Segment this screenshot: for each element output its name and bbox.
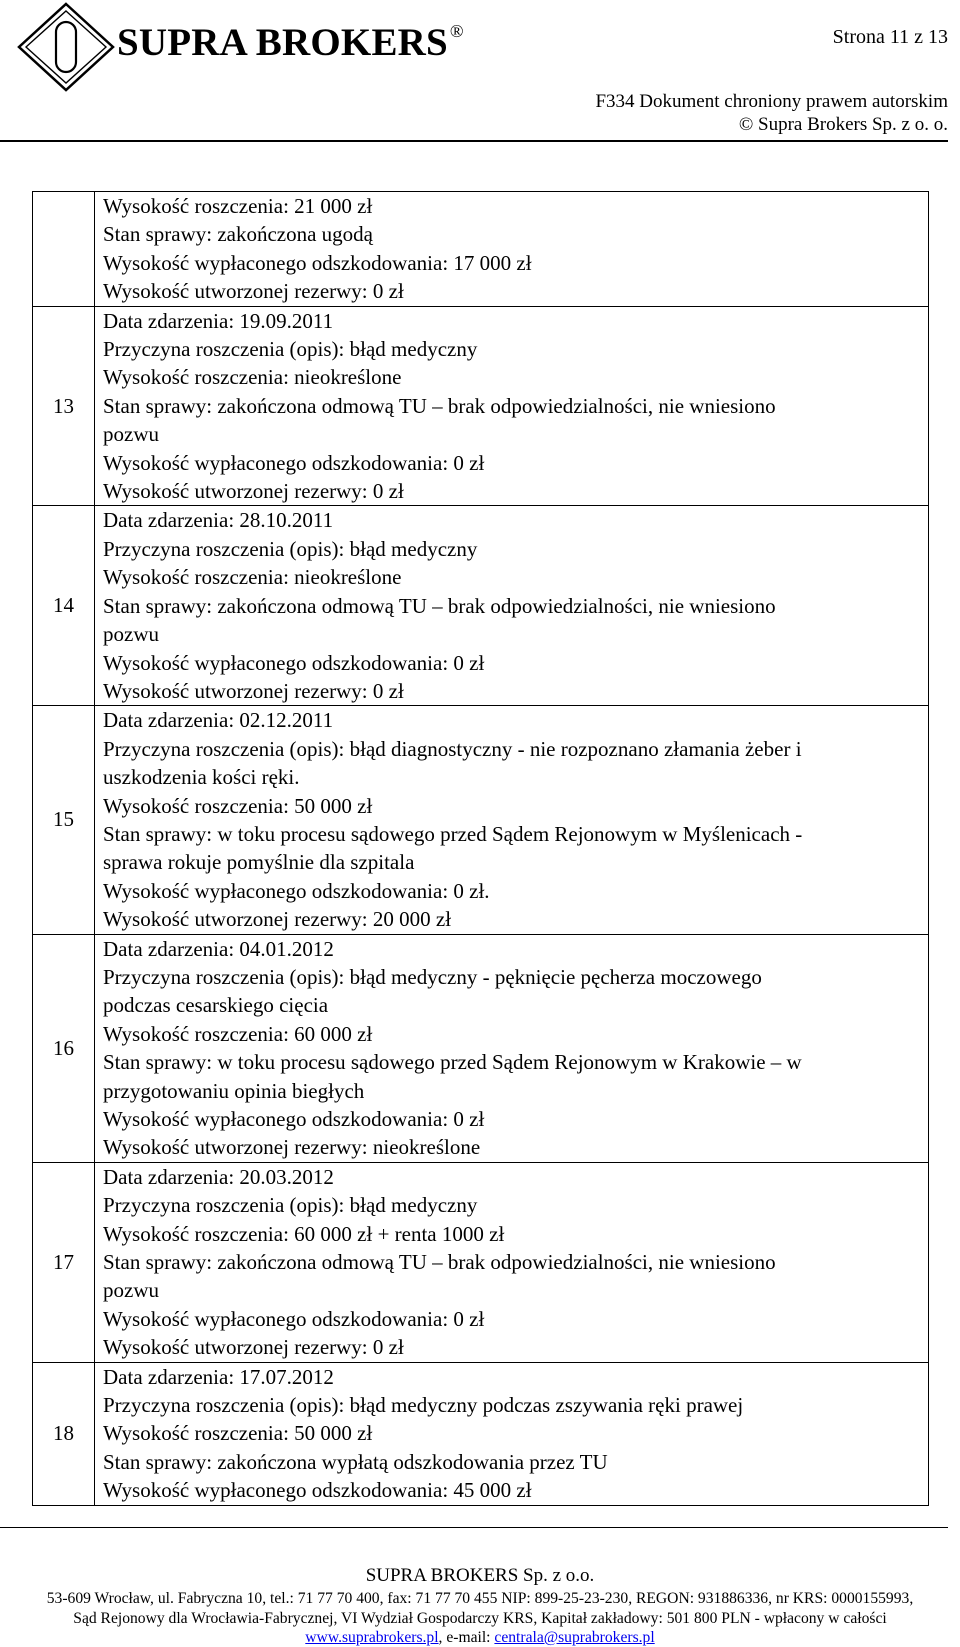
- table-row: [33, 706, 929, 934]
- claim-detail-line: pozwu: [103, 422, 159, 447]
- footer-divider: [0, 1527, 948, 1528]
- copyright-notice: [595, 90, 948, 136]
- table-row: [33, 506, 929, 706]
- page-header: [0, 0, 960, 140]
- claim-detail-line: Przyczyna roszczenia (opis): błąd medyczny: [103, 536, 478, 561]
- header-divider: [0, 140, 948, 142]
- claim-detail-line: uszkodzenia kości ręki.: [103, 765, 300, 790]
- claim-detail-line: Data zdarzenia: 19.09.2011: [103, 308, 334, 333]
- footer-court-line: Sąd Rejonowy dla Wrocławia-Fabrycznej, VI Wydział Gospodarczy KRS, Kapitał zakładowy: 501 800 PLN - wpłacony w całości: [73, 1610, 887, 1627]
- claim-detail-line: Stan sprawy: zakończona odmową TU – brak odpowiedzialności, nie wniesiono: [103, 393, 776, 418]
- row-number: 16: [33, 934, 95, 1162]
- claim-detail-line: Data zdarzenia: 02.12.2011: [103, 708, 334, 733]
- claim-detail-line: Stan sprawy: w toku procesu sądowego przed Sądem Rejonowym w Krakowie – w: [103, 1050, 802, 1075]
- row-number: 17: [33, 1162, 95, 1362]
- table-row: [33, 1362, 929, 1505]
- claim-detail-line: Wysokość roszczenia: 21 000 zł: [103, 194, 373, 218]
- claim-details: [95, 1362, 929, 1505]
- claim-detail-line: Wysokość wypłaconego odszkodowania: 45 000 zł: [103, 1478, 532, 1503]
- row-number: [33, 192, 95, 307]
- notice-line-1: F334 Dokument chroniony prawem autorskim: [595, 91, 948, 112]
- claim-detail-line: przygotowaniu opinia biegłych: [103, 1078, 365, 1103]
- table-row: [33, 1162, 929, 1362]
- claim-details: [95, 1162, 929, 1362]
- claim-detail-line: Przyczyna roszczenia (opis): błąd diagnostyczny - nie rozpoznano złamania żeber i: [103, 736, 802, 761]
- claim-detail-line: Wysokość roszczenia: nieokreślone: [103, 565, 402, 590]
- logo-text: SUPRA BROKERS ®: [117, 21, 464, 64]
- claim-details: [95, 706, 929, 934]
- claim-detail-line: Stan sprawy: zakończona odmową TU – brak odpowiedzialności, nie wniesiono: [103, 1250, 776, 1275]
- claim-detail-line: Wysokość wypłaconego odszkodowania: 0 zł: [103, 450, 485, 475]
- row-number: 14: [33, 506, 95, 706]
- claim-detail-line: Wysokość roszczenia: 50 000 zł: [103, 1421, 373, 1446]
- row-number: 15: [33, 706, 95, 934]
- claim-detail-line: Wysokość wypłaconego odszkodowania: 0 zł: [103, 650, 485, 675]
- row-number: 13: [33, 306, 95, 506]
- email-prefix: , e-mail:: [438, 1629, 495, 1646]
- claim-detail-line: Stan sprawy: zakończona wypłatą odszkodowania przez TU: [103, 1449, 608, 1474]
- claim-detail-line: Przyczyna roszczenia (opis): błąd medyczny: [103, 1193, 478, 1218]
- claim-detail-line: Wysokość utworzonej rezerwy: 0 zł: [103, 279, 404, 304]
- claim-detail-line: Wysokość utworzonej rezerwy: 0 zł: [103, 479, 404, 504]
- claim-detail-line: Stan sprawy: w toku procesu sądowego przed Sądem Rejonowym w Myślenicach -: [103, 821, 803, 846]
- claim-detail-line: podczas cesarskiego cięcia: [103, 993, 329, 1018]
- claim-detail-line: pozwu: [103, 622, 159, 647]
- claim-detail-line: Wysokość wypłaconego odszkodowania: 0 zł: [103, 1107, 485, 1131]
- claim-detail-line: Data zdarzenia: 20.03.2012: [103, 1164, 334, 1189]
- footer-address-line: 53-609 Wrocław, ul. Fabryczna 10, tel.: 71 77 70 400, fax: 71 77 70 455 NIP: 899-25-23-230, REGON: 931886336, nr KRS: 0000155993,: [46, 1590, 914, 1607]
- page-footer: [0, 1527, 960, 1644]
- claims-table: [32, 191, 929, 1506]
- claim-detail-line: Wysokość roszczenia: 60 000 zł + renta 1000 zł: [103, 1221, 505, 1246]
- claim-details: [95, 192, 929, 307]
- table-row: [33, 306, 929, 506]
- claim-detail-line: Data zdarzenia: 17.07.2012: [103, 1364, 334, 1389]
- registered-mark: ®: [449, 21, 464, 41]
- claim-detail-line: Wysokość roszczenia: 60 000 zł: [103, 1021, 373, 1046]
- claim-detail-line: Stan sprawy: zakończona ugodą: [103, 222, 373, 247]
- claim-detail-line: Wysokość wypłaconego odszkodowania: 0 zł: [103, 1306, 485, 1331]
- email-link[interactable]: centrala@suprabrokers.pl: [494, 1629, 655, 1646]
- claim-detail-line: Przyczyna roszczenia (opis): błąd medyczny podczas zszywania ręki prawej: [103, 1393, 744, 1418]
- notice-line-2: © Supra Brokers Sp. z o. o.: [738, 114, 948, 135]
- claim-detail-line: Wysokość utworzonej rezerwy: 0 zł: [103, 678, 404, 703]
- claim-detail-line: Wysokość utworzonej rezerwy: 20 000 zł: [103, 907, 452, 932]
- footer-contact-line: [0, 1629, 960, 1647]
- claim-detail-line: Wysokość utworzonej rezerwy: nieokreślone: [103, 1135, 481, 1160]
- row-number: 18: [33, 1362, 95, 1505]
- claim-detail-line: Wysokość roszczenia: 50 000 zł: [103, 793, 373, 818]
- website-link[interactable]: www.suprabrokers.pl: [305, 1629, 439, 1646]
- supra-brokers-logo-icon: [16, 2, 116, 92]
- claim-detail-line: Data zdarzenia: 04.01.2012: [103, 936, 334, 961]
- claim-detail-line: Przyczyna roszczenia (opis): błąd medyczny: [103, 337, 478, 362]
- claim-detail-line: Wysokość wypłaconego odszkodowania: 17 000 zł: [103, 250, 532, 275]
- footer-company-name: SUPRA BROKERS Sp. z o.o.: [365, 1565, 595, 1586]
- claim-details: [95, 306, 929, 506]
- claim-detail-line: pozwu: [103, 1278, 159, 1303]
- claim-detail-line: Data zdarzenia: 28.10.2011: [103, 508, 334, 533]
- claim-details: [95, 934, 929, 1162]
- claims-table-body: [33, 192, 929, 1506]
- claim-detail-line: Przyczyna roszczenia (opis): błąd medyczny - pęknięcie pęcherza moczowego: [103, 964, 762, 989]
- claim-details: [95, 506, 929, 706]
- claim-detail-line: Wysokość utworzonej rezerwy: 0 zł: [103, 1335, 404, 1360]
- page-number: Strona 11 z 13: [832, 26, 948, 48]
- table-row: [33, 934, 929, 1162]
- claim-detail-line: Stan sprawy: zakończona odmową TU – brak odpowiedzialności, nie wniesiono: [103, 593, 776, 618]
- table-row: [33, 192, 929, 307]
- claim-detail-line: Wysokość wypłaconego odszkodowania: 0 zł.: [103, 878, 490, 903]
- claim-detail-line: sprawa rokuje pomyślnie dla szpitala: [103, 850, 415, 875]
- claim-detail-line: Wysokość roszczenia: nieokreślone: [103, 365, 402, 390]
